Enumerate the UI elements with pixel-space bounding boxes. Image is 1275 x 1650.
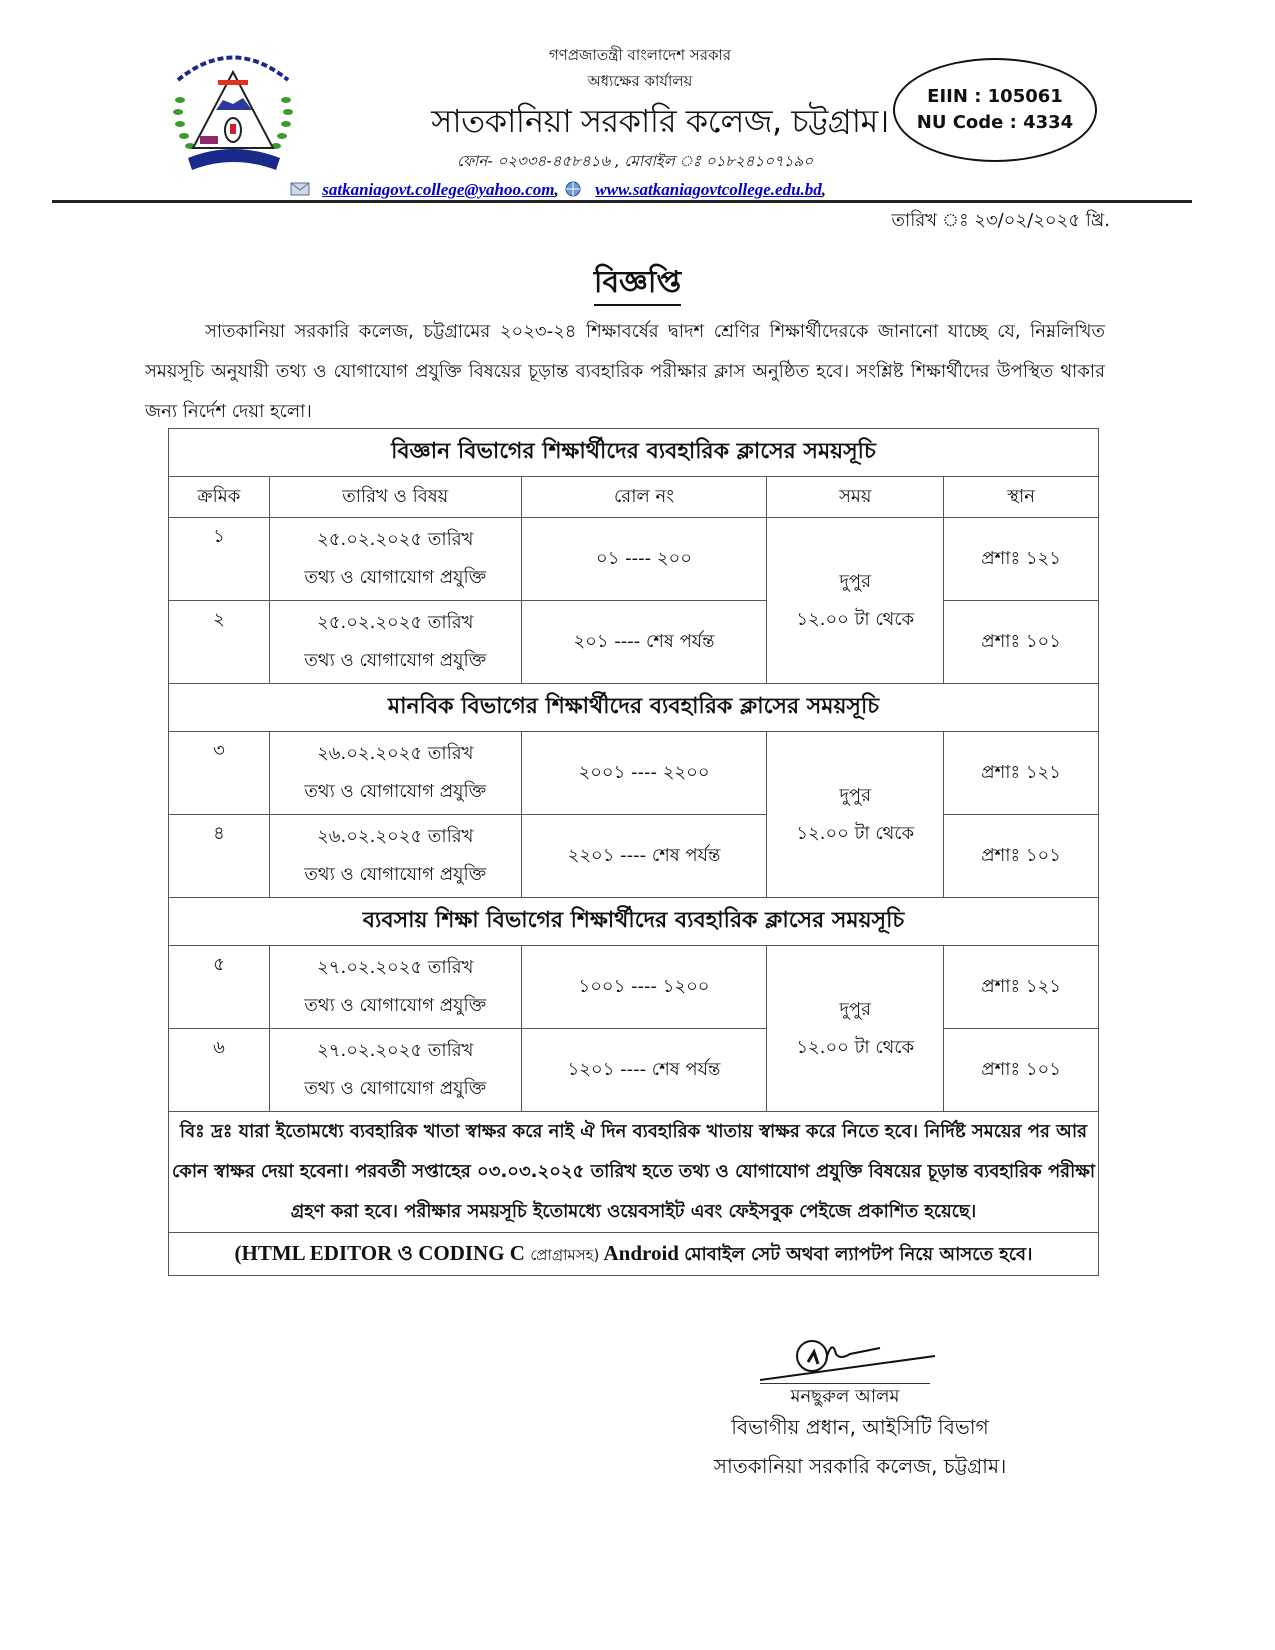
notice-body-wrap [145,312,1105,432]
roll-range: ১২০১ ---- শেষ পর্যন্ত [521,1029,767,1112]
serial: ৩ [169,732,270,815]
table-row [169,1029,1099,1112]
serial: ২ [169,601,270,684]
date-subject [269,601,521,684]
header-divider [52,200,1192,203]
notice-date: তারিখ ঃ ২৩/০২/২০২৫ খ্রি. [891,210,1110,231]
time-line2: ১২.০০ টা থেকে [796,1036,915,1058]
college-name: সাতকানিয়া সরকারি কলেজ, চট্টগ্রাম। [431,102,889,140]
date: ২৫.০২.২০২৫ তারিখ [317,529,474,550]
notice-body: সাতকানিয়া সরকারি কলেজ, চট্টগ্রামের ২০২৩-২৪ শিক্ষাবর্ষের দ্বাদশ শ্রেণির শিক্ষার্থীদেরকে জানানো যাচ্ছে যে, নিম্নলিখিত সময়সূচি অনুযায়ী তথ্য ও যোগাযোগ প্রযুক্তি বিষয়ের চূড়ান্ত ব্যবহারিক পরীক্ষার ক্লাস অনুষ্ঠিত হবে। সংশ্লিষ্ট শিক্ষার্থীদের উপস্থিত থাকার জন্য নির্দেশ দেয়া হলো। [145,321,1105,422]
col-serial: ক্রমিক [169,477,270,518]
serial: ১ [169,518,270,601]
time [767,518,944,684]
eiin-code: EIIN : 105061 [927,86,1063,107]
subject: তথ্য ও যোগাযোগ প্রযুক্তি [304,1078,487,1099]
office-line: অধ্যক্ষের কার্যালয় [587,72,693,90]
email-icon [290,181,310,197]
subject: তথ্য ও যোগাযোগ প্রযুক্তি [304,567,487,588]
note2-part4: মোবাইল সেট অথবা ল্যাপটপ নিয়ে আসতে হবে। [684,1244,1033,1265]
subject: তথ্য ও যোগাযোগ প্রযুক্তি [304,995,487,1016]
table-row [169,518,1099,601]
section-header-humanities [169,684,1099,732]
col-roll: রোল নং [521,477,767,518]
roll-range: ২০০১ ---- ২২০০ [521,732,767,815]
room: প্রশাঃ ১০১ [944,1029,1099,1112]
room: প্রশাঃ ১২১ [944,946,1099,1029]
subject: তথ্য ও যোগাযোগ প্রযুক্তি [304,650,487,671]
roll-range: ১০০১ ---- ১২০০ [521,946,767,1029]
time-line1: দুপুর [839,570,872,592]
eiin-badge [893,58,1097,162]
section-title: ব্যবসায় শিক্ষা বিভাগের শিক্ষার্থীদের ব্যবহারিক ক্লাসের সময়সূচি [169,898,1099,946]
nu-code: NU Code : 4334 [916,112,1074,133]
government-line: গণপ্রজাতন্ত্রী বাংলাদেশ সরকার [548,46,732,64]
date-subject [269,815,521,898]
schedule-table [168,428,1099,1276]
note2-part3: Android [599,1241,685,1265]
table-row [169,732,1099,815]
time-line2: ১২.০০ টা থেকে [796,608,915,630]
date: ২৭.০২.২০২৫ তারিখ [317,1040,474,1061]
date-subject [269,732,521,815]
table-row [169,815,1099,898]
table-row [169,601,1099,684]
section-title: বিজ্ঞান বিভাগের শিক্ষার্থীদের ব্যবহারিক ক্লাসের সময়সূচি [169,429,1099,477]
notice-title-wrap [0,258,1275,309]
date-subject [269,518,521,601]
time-line2: ১২.০০ টা থেকে [796,822,915,844]
device-note [169,1233,1099,1276]
time [767,946,944,1112]
note2-part1: (HTML EDITOR ও CODING C [234,1241,531,1265]
roll-range: ০১ ---- ২০০ [521,518,767,601]
col-room: স্থান [944,477,1099,518]
phone-line: ফোন- ০২৩৩৪-৪৫৮৪১৬ , মোবাইল ঃ ০১৮২৪১০৭১৯০ [457,152,813,170]
serial: ৪ [169,815,270,898]
contact-row [290,180,826,200]
time [767,732,944,898]
section-header-science [169,429,1099,477]
note2-row [169,1233,1099,1276]
date: ২৬.০২.২০২৫ তারিখ [317,826,474,847]
section-title: মানবিক বিভাগের শিক্ষার্থীদের ব্যবহারিক ক্লাসের সময়সূচি [169,684,1099,732]
room: প্রশাঃ ১২১ [944,518,1099,601]
roll-range: ২২০১ ---- শেষ পর্যন্ত [521,815,767,898]
col-date-subject: তারিখ ও বিষয় [269,477,521,518]
room: প্রশাঃ ১০১ [944,815,1099,898]
date: ২৭.০২.২০২৫ তারিখ [317,957,474,978]
signatory-designation: বিভাগীয় প্রধান, আইসিটি বিভাগ [731,1415,989,1439]
date-subject [269,946,521,1029]
table-row [169,946,1099,1029]
comma: , [554,180,564,199]
column-header-row [169,477,1099,518]
signatory-organization: সাতকানিয়া সরকারি কলেজ, চট্টগ্রাম। [713,1454,1007,1478]
col-time: সময় [767,477,944,518]
room: প্রশাঃ ১০১ [944,601,1099,684]
note-row [169,1112,1099,1233]
subject: তথ্য ও যোগাযোগ প্রযুক্তি [304,864,487,885]
website-link[interactable]: www.satkaniagovtcollege.edu.bd [595,180,822,199]
globe-icon [563,181,583,197]
subject: তথ্য ও যোগাযোগ প্রযুক্তি [304,781,487,802]
section-header-business [169,898,1099,946]
notice-title: বিজ্ঞপ্তি [594,265,681,306]
email-link[interactable]: satkaniagovt.college@yahoo.com [322,180,555,199]
signatory-name: মনছুরুল আলম [790,1386,900,1407]
time-line1: দুপুর [839,784,872,806]
college-logo [168,40,298,180]
signature-image [760,1330,940,1382]
room: প্রশাঃ ১২১ [944,732,1099,815]
time-line1: দুপুর [839,998,872,1020]
serial: ৬ [169,1029,270,1112]
date: ২৬.০২.২০২৫ তারিখ [317,743,474,764]
date-subject [269,1029,521,1112]
comma: , [821,180,827,199]
note-text: বিঃ দ্রঃ যারা ইতোমধ্যে ব্যবহারিক খাতা স্বাক্ষর করে নাই ঐ দিন ব্যবহারিক খাতায় স্বাক্ষর করে নিতে হবে। নির্দিষ্ট সময়ের পর আর কোন স্বাক্ষর দেয়া হবেনা। পরবর্তী সপ্তাহের ০৩.০৩.২০২৫ তারিখ হতে তথ্য ও যোগাযোগ প্রযুক্তি বিষয়ের চূড়ান্ত ব্যবহারিক পরীক্ষা গ্রহণ করা হবে। পরীক্ষার সময়সূচি ইতোমধ্যে ওয়েবসাইট এবং ফেইসবুক পেইজে প্রকাশিত হয়েছে। [169,1112,1099,1233]
serial: ৫ [169,946,270,1029]
roll-range: ২০১ ---- শেষ পর্যন্ত [521,601,767,684]
date: ২৫.০২.২০২৫ তারিখ [317,612,474,633]
note2-part2: প্রোগ্রামসহ) [530,1246,600,1264]
